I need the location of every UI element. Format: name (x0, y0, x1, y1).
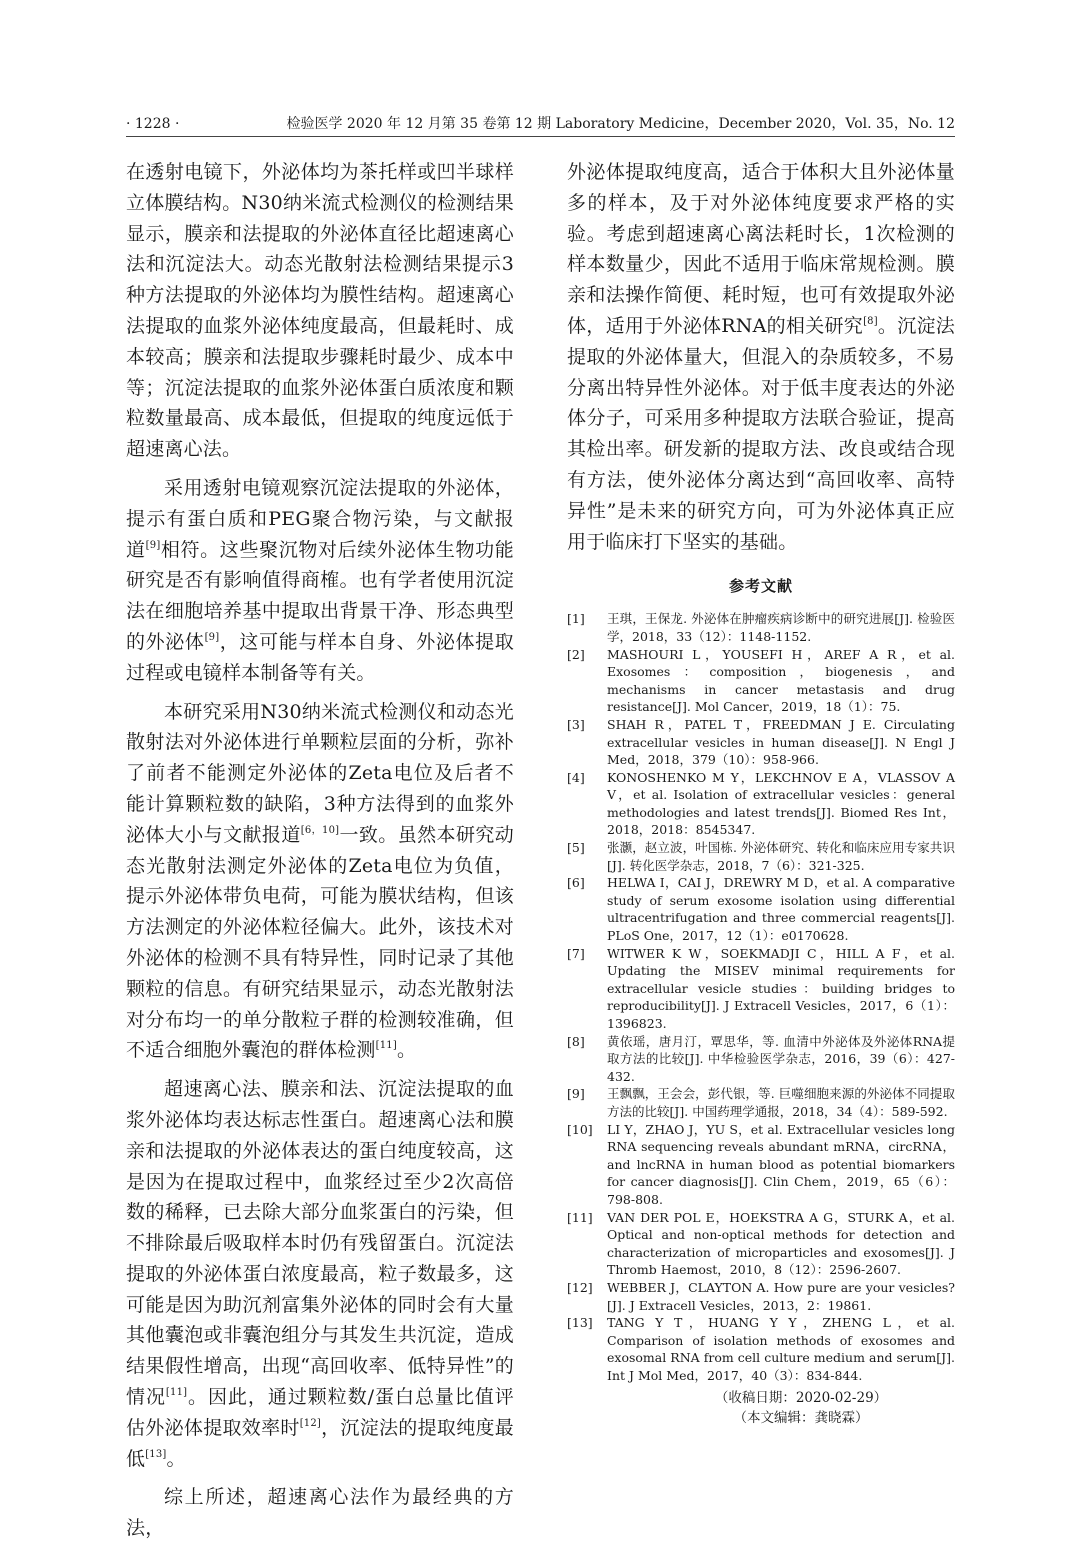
paragraph-1: 在透射电镜下，外泌体均为茶托样或凹半球样立体膜结构。N30纳米流式检测仪的检测结果显示，膜亲和法提取的外泌体直径比超速离心法和沉淀法大。动态光散射法检测结果提示3种方法提取的外泌体均为膜性结构。超速离心法提取的血浆外泌体纯度最高，但最耗时、成本较高；膜亲和法提取步骤耗时最少、成本中等；沉淀法提取的血浆外泌体蛋白质浓度和颗粒数量最高、成本最低，但提取的纯度远低于超速离心法。 (126, 161, 514, 461)
reference-item (567, 646, 955, 716)
received-date: （收稿日期：2020-02-29） (714, 1390, 888, 1407)
header-rule (126, 136, 955, 137)
reference-text: 王飘飘，王会会，彭代银，等. 巨噬细胞来源的外泌体不同提取方法的比较[J]. 中国药理学通报，2018，34（4）：589-592. (607, 1086, 955, 1119)
right-column (567, 157, 955, 1428)
paragraph-6: 外泌体提取纯度高，适合于体积大且外泌体量多的样本，及于对外泌体纯度要求严格的实验。考虑到超速离心离法耗时长，1次检测的样本数量少，因此不适用于临床常规检测。膜亲和法操作简便、耗时短，也可有效提取外泌体，适用于外泌体RNA的相关研究[8]。沉淀法提取的外泌体量大，但混入的杂质较多，不易分离出特异性外泌体。对于低丰度表达的外泌体分子，可采用多种提取方法联合验证，提高其检出率。研发新的提取方法、改良或结合现有方法，使外泌体分离达到“高回收率、高特异性”是未来的研究方向，可为外泌体真正应用于临床打下坚实的基础。 (567, 161, 955, 553)
reference-item (567, 769, 955, 839)
editor-note: （本文编辑：龚晓霖） (733, 1410, 869, 1427)
reference-text: HELWA I，CAI J，DREWRY M D，et al. A comparative study of serum exosome isolation using differential ultracentrifugation and three commercial reagents[J]. PLoS One，2017，12（1）：e0170628. (607, 875, 955, 944)
reference-text: 王琪，王保龙. 外泌体在肿瘤疾病诊断中的研究进展[J]. 检验医学，2018，33（12）：1148-1152. (607, 611, 955, 644)
reference-number: [4] (567, 769, 585, 785)
reference-item (567, 1314, 955, 1384)
reference-item (567, 1033, 955, 1086)
reference-item (567, 1279, 955, 1314)
reference-item (567, 1209, 955, 1279)
citation-9: [9] (145, 539, 161, 551)
reference-list (567, 610, 955, 1384)
reference-text: TANG Y T，HUANG Y Y，ZHENG L，et al. Comparison of isolation methods of exosomes and exosomal RNA from cell culture medium and serum[J]. Int J Mol Med，2017，40（3）：834-844. (607, 1315, 955, 1383)
citation-6-10: [6，10] (300, 824, 340, 836)
citation-11: [11] (375, 1040, 397, 1052)
reference-text: SHAH R，PATEL T，FREEDMAN J E. Circulating extracellular vesicles in human disease[J]. N Engl J Med，2018，379（10）：958-966. (607, 716, 955, 768)
reference-item (567, 1085, 955, 1120)
reference-item (567, 839, 955, 874)
reference-number: [6] (567, 875, 585, 891)
reference-number: [1] (567, 611, 585, 627)
citation-11b: [11] (165, 1387, 188, 1399)
reference-item (567, 874, 955, 944)
reference-text: VAN DER POL E，HOEKSTRA A G，STURK A，et al. Optical and non-optical methods for detection and characterization of microparticles and exosomes[J]. J Thromb Haemost，2010，8（12）：2596-2607. (607, 1209, 955, 1278)
paragraph-4: 超速离心法、膜亲和法、沉淀法提取的血浆外泌体均表达标志性蛋白。超速离心法和膜亲和法提取的外泌体表达的蛋白纯度较高，这是因为在提取过程中，血浆经过至少2次高倍数的稀释，已去除大部分血浆蛋白的污染，但不排除最后吸取样本时仍有残留蛋白。沉淀法提取的外泌体蛋白浓度最高，粒子数最多，这可能是因为助沉剂富集外泌体的同时会有大量其他囊泡或非囊泡组分与其发生共沉淀，造成结果假性增高，出现“高回收率、低特异性”的情况[11]。因此，通过颗粒数/蛋白总量比值评估外泌体提取效率时[12]，沉淀法的提取纯度最低[13]。 (126, 1078, 514, 1470)
citation-13: [13] (145, 1448, 167, 1460)
reference-text: WEBBER J，CLAYTON A. How pure are your vesicles?[J]. J Extracell Vesicles，2013，2：19861. (607, 1279, 955, 1313)
reference-number: [13] (567, 1315, 593, 1331)
reference-number: [8] (567, 1033, 585, 1049)
reference-number: [10] (567, 1121, 593, 1137)
reference-number: [12] (567, 1279, 593, 1295)
reference-number: [11] (567, 1209, 593, 1225)
paragraph-5: 综上所述，超速离心法作为最经典的方法， (126, 1486, 514, 1540)
citation-8: [8] (863, 315, 878, 327)
references-heading: 参考文献 (728, 577, 793, 596)
reference-item (567, 1121, 955, 1209)
reference-text: 黄依瑶，唐月汀，覃思华，等. 血清中外泌体及外泌体RNA提取方法的比较[J]. 中华检验医学杂志，2016，39（6）：427-432. (607, 1033, 955, 1084)
running-header (126, 112, 955, 136)
reference-item (567, 716, 955, 769)
reference-number: [7] (567, 945, 585, 961)
paragraph-3: 本研究采用N30纳米流式检测仪和动态光散射法对外泌体进行单颗粒层面的分析，弥补了前者不能测定外泌体的Zeta电位及后者不能计算颗粒数的缺陷，3种方法得到的血浆外泌体大小与文献报道[6，10]一致。虽然本研究动态光散射法测定外泌体的Zeta电位为负值，提示外泌体带负电荷，可能为膜状结构，但该方法测定的外泌体粒径偏大。此外，该技术对外泌体的检测不具有特异性，同时记录了其他颗粒的信息。有研究结果显示，动态光散射法对分布均一的单分散粒子群的检测较准确，但不适合细胞外囊泡的群体检测[11]。 (126, 700, 514, 1062)
reference-text: LI Y，ZHAO J，YU S，et al. Extracellular vesicles long RNA sequencing reveals abundant mRNA，circRNA，and lncRNA in human blood as potential biomarkers for cancer diagnosis[J]. Clin Chem，2019，65（6）：798-808. (607, 1121, 955, 1207)
page-number: · 1228 · (126, 116, 180, 132)
journal-citation: 检验医学 2020 年 12 月第 35 卷第 12 期 Laboratory Medicine，December 2020，Vol. 35，No. 12 (286, 116, 955, 132)
citation-9b: [9] (204, 631, 220, 643)
reference-text: WITWER K W，SOEKMADJI C，HILL A F，et al. Updating the MISEV minimal requirements for extracellular vesicle studies：building bridges to reproducibility[J]. J Extracell Vesicles，2017，6（1）：1396823. (607, 945, 955, 1032)
reference-text: KONOSHENKO M Y，LEKCHNOV E A，VLASSOV A V，et al. Isolation of extracellular vesicles：general methodologies and latest trends[J]. Biomed Res Int，2018，2018：8545347. (607, 769, 955, 838)
reference-item (567, 610, 955, 645)
reference-text: MASHOURI L，YOUSEFI H，AREF A R，et al. Exosomes：composition，biogenesis，and mechanisms in cancer metastasis and drug resistance[J]. Mol Cancer，2019，18（1）：75. (607, 646, 955, 715)
paragraph-2: 采用透射电镜观察沉淀法提取的外泌体，提示有蛋白质和PEG聚合物污染，与文献报道[9]相符。这些聚沉物对后续外泌体生物功能研究是否有影响值得商榷。也有学者使用沉淀法在细胞培养基中提取出背景干净、形态典型的外泌体[9]，这可能与样本自身、外泌体提取过程或电镜样本制备等有关。 (126, 476, 515, 684)
reference-number: [3] (567, 716, 585, 732)
reference-number: [5] (567, 840, 585, 856)
reference-number: [2] (567, 646, 585, 662)
citation-12: [12] (299, 1417, 322, 1429)
reference-text: 张灏，赵立波，叶国栋. 外泌体研究、转化和临床应用专家共识[J]. 转化医学杂志，2018，7（6）：321-325. (607, 840, 955, 873)
reference-item (567, 945, 955, 1033)
left-column (126, 157, 514, 1544)
reference-number: [9] (567, 1086, 585, 1102)
